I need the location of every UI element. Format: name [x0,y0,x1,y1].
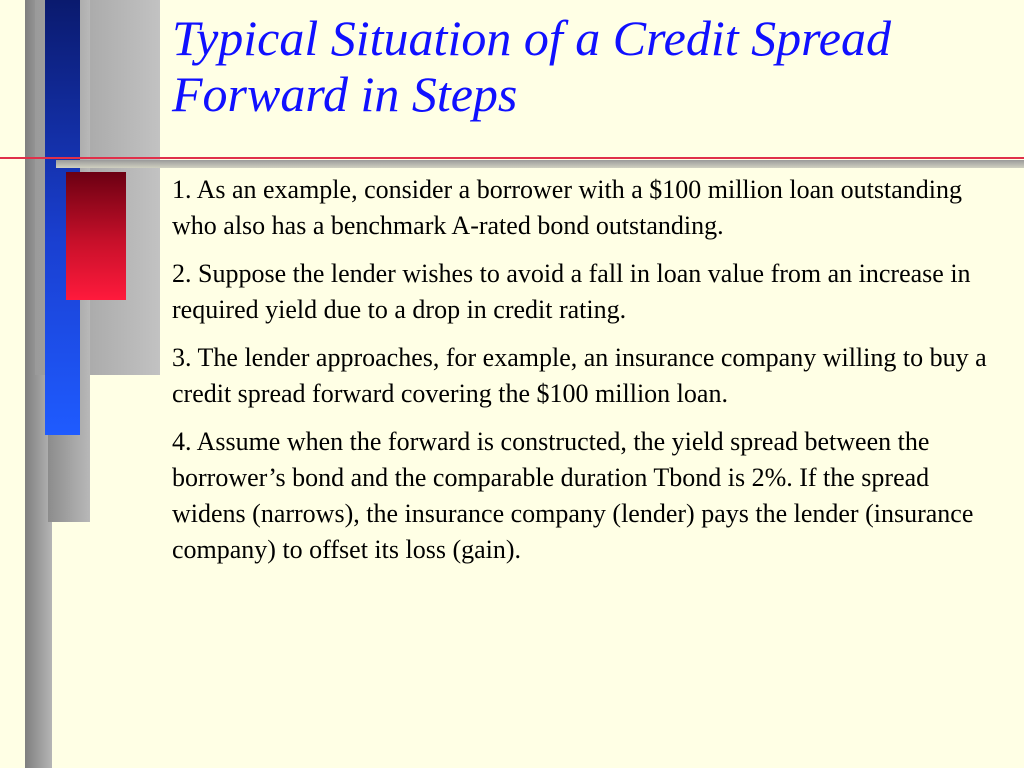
slide-title: Typical Situation of a Credit Spread Forward in Steps [172,10,891,122]
divider-red-line [0,157,1024,159]
step-paragraph-4: 4. Assume when the forward is constructed, the yield spread between the borrower’s bond and the comparable duration Tbond is 2%. If the spread widens (narrows), the insurance company (lender) pays the lender (insurance company) to offset its loss (gain). [172,427,974,564]
step-paragraph-2: 2. Suppose the lender wishes to avoid a fall in loan value from an increase in required yield due to a drop in credit rating. [172,259,971,324]
decorative-red-block [66,172,126,300]
divider-gray-line [56,160,1024,168]
slide-body [172,172,1007,580]
step-paragraph-3: 3. The lender approaches, for example, an insurance company willing to buy a credit spread forward covering the $100 million loan. [172,343,987,408]
step-paragraph-1: 1. As an example, consider a borrower with a $100 million loan outstanding who also has a benchmark A-rated bond outstanding. [172,175,962,240]
title-divider [0,157,1024,161]
